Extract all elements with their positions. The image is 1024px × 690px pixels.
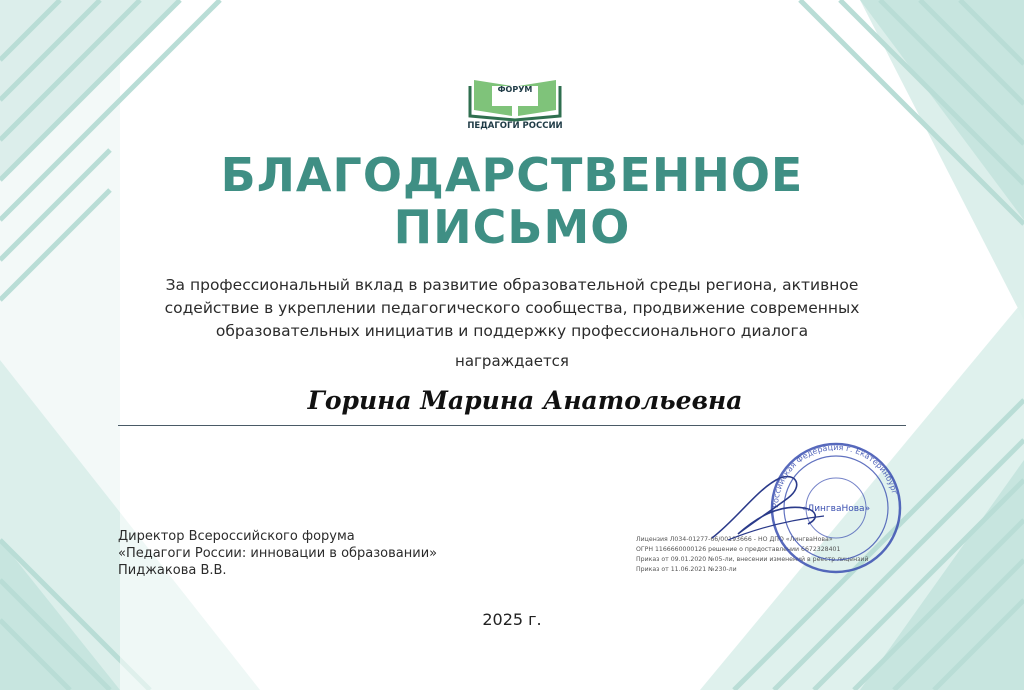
certificate-title-line2: ПИСЬМО	[393, 200, 631, 254]
signatory-forum: «Педагоги России: инновации в образовании»	[118, 546, 438, 561]
recipient-name: Горина Марина Анатольевна	[307, 386, 743, 415]
signatory-title: Директор Всероссийского форума	[118, 529, 355, 544]
license-line: Приказ от 11.06.2021 №230-ли	[636, 566, 737, 573]
handwritten-signature	[708, 468, 828, 548]
logo-bottom-text: ПЕДАГОГИ РОССИИ	[467, 121, 563, 131]
logo-top-text: ФОРУМ	[497, 85, 533, 94]
body-line: За профессиональный вклад в развитие образовательной среды региона, активное	[165, 276, 859, 294]
certificate-body	[110, 274, 914, 343]
name-underline	[118, 425, 906, 426]
body-line: содействие в укреплении педагогического сообщества, продвижение современных	[164, 299, 860, 317]
stamp-center-text: «ЛингваНова»	[801, 504, 871, 514]
certificate-year: 2025 г.	[482, 610, 542, 629]
certificate-title-line1: БЛАГОДАРСТВЕННОЕ	[220, 148, 804, 202]
forum-logo	[462, 72, 568, 134]
body-line: образовательных инициатив и поддержку профессионального диалога	[215, 322, 809, 340]
license-line: ОГРН 1166660000126 решение о предоставлении 6672328401	[636, 546, 841, 553]
license-line: Приказ от 09.01.2020 №05-ли, внесении изменений в реестр лицензий	[636, 556, 869, 563]
license-line: Лицензия Л034-01277-66/00193666 - НО ДПО «ЛингваНова»	[636, 536, 833, 543]
awarded-label: награждается	[455, 352, 569, 370]
stamp-ring-text: Российская Федерация г. Екатеринбург	[770, 442, 900, 509]
signatory-name: Пиджакова В.В.	[118, 563, 227, 578]
signatory-block	[118, 528, 437, 579]
